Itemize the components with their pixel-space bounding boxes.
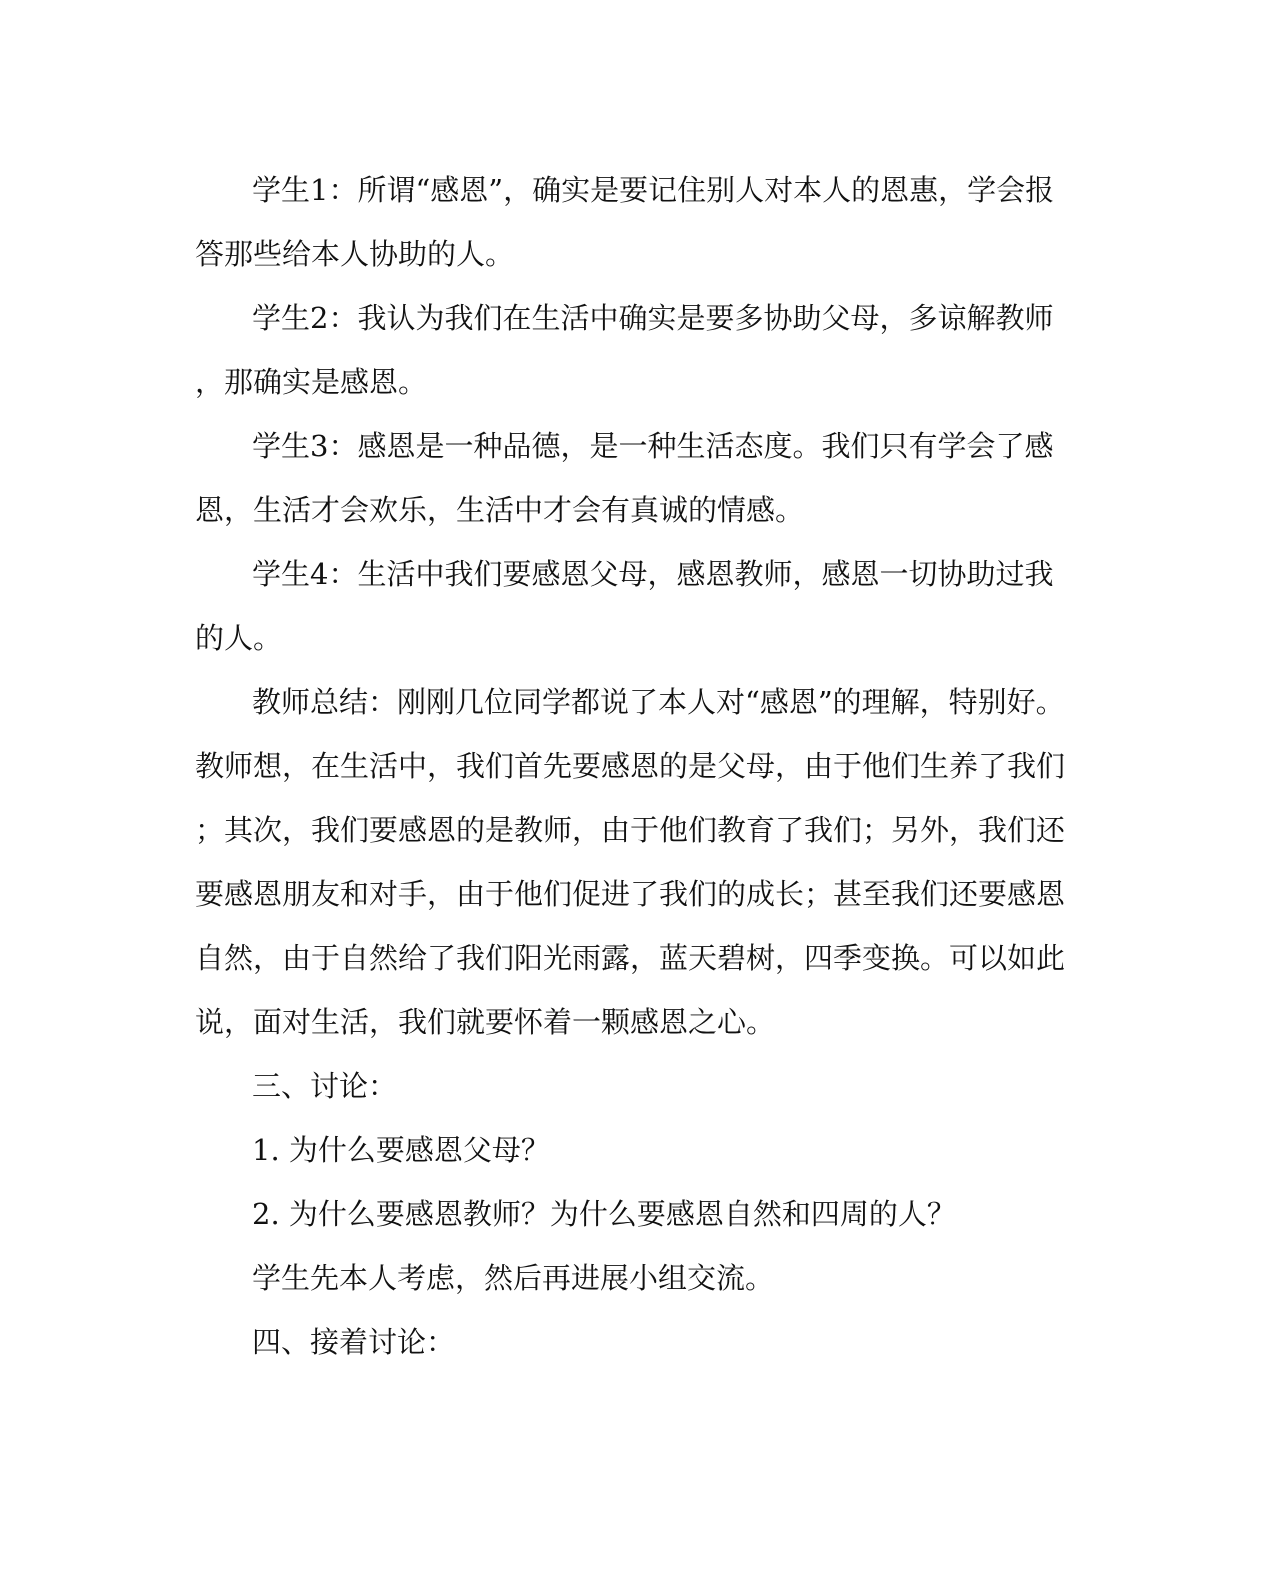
teacher-summary-line-4: 要感恩朋友和对手，由于他们促进了我们的成长；甚至我们还要感恩 bbox=[195, 877, 1066, 911]
question-1: 1. 为什么要感恩父母？ bbox=[252, 1133, 550, 1167]
student-3-line-1: 学生3：感恩是一种品德，是一种生活态度。我们只有学会了感 bbox=[252, 429, 1054, 463]
section-three-heading: 三、讨论： bbox=[252, 1069, 398, 1103]
teacher-summary-line-5: 自然，由于自然给了我们阳光雨露，蓝天碧树，四季变换。可以如此 bbox=[195, 941, 1066, 975]
instruction-line: 学生先本人考虑，然后再进展小组交流。 bbox=[252, 1261, 775, 1295]
student-2-line-2: ，那确实是感恩。 bbox=[195, 365, 428, 399]
question-2: 2. 为什么要感恩教师？为什么要感恩自然和四周的人？ bbox=[252, 1197, 956, 1231]
teacher-summary-line-6: 说，面对生活，我们就要怀着一颗感恩之心。 bbox=[195, 1005, 776, 1039]
teacher-summary-line-2: 教师想，在生活中，我们首先要感恩的是父母，由于他们生养了我们 bbox=[195, 749, 1066, 783]
teacher-summary-line-3: ；其次，我们要感恩的是教师，由于他们教育了我们；另外，我们还 bbox=[195, 813, 1066, 847]
teacher-summary-line-1: 教师总结：刚刚几位同学都说了本人对“感恩”的理解，特别好。 bbox=[252, 685, 1065, 719]
student-1-line-1: 学生1：所谓“感恩”，确实是要记住别人对本人的恩惠，学会报 bbox=[252, 173, 1055, 207]
student-1-line-2: 答那些给本人协助的人。 bbox=[195, 237, 515, 271]
student-4-line-1: 学生4：生活中我们要感恩父母，感恩教师，感恩一切协助过我 bbox=[252, 557, 1054, 591]
student-3-line-2: 恩，生活才会欢乐，生活中才会有真诚的情感。 bbox=[195, 493, 805, 527]
student-4-line-2: 的人。 bbox=[195, 621, 283, 655]
student-2-line-1: 学生2：我认为我们在生活中确实是要多协助父母，多谅解教师 bbox=[252, 301, 1054, 335]
section-four-heading: 四、接着讨论： bbox=[252, 1325, 456, 1359]
